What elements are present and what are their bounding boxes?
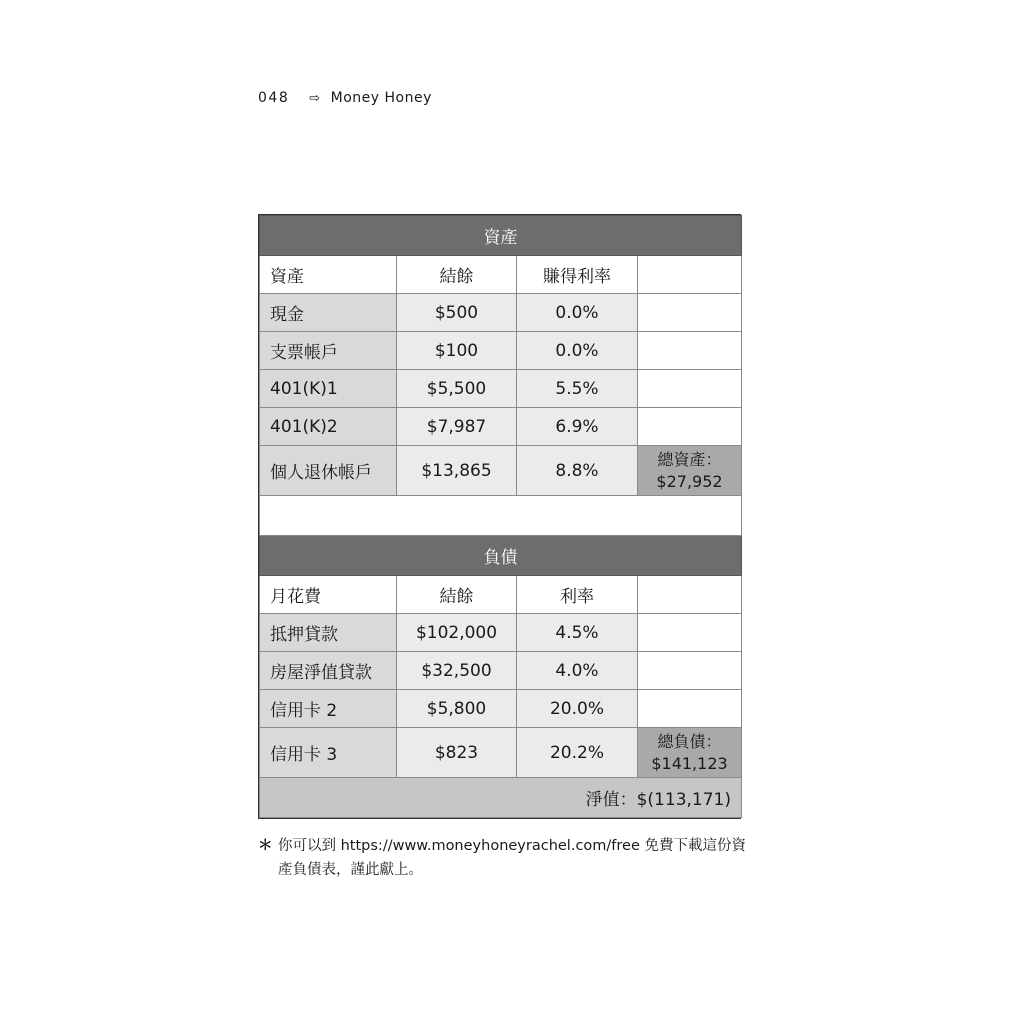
net-worth: 淨值：$(113,171)	[260, 778, 742, 818]
empty-cell	[638, 576, 742, 614]
total-liabilities-label: 總負債：	[657, 731, 722, 751]
liability-balance: $5,800	[397, 690, 517, 728]
column-header: 結餘	[397, 256, 517, 294]
table-row	[260, 370, 742, 408]
empty-cell	[638, 332, 742, 370]
asset-rate: 6.9%	[517, 408, 638, 446]
arrow-icon: ⇨	[309, 90, 321, 106]
asset-rate: 0.0%	[517, 332, 638, 370]
empty-cell	[638, 370, 742, 408]
asset-rate: 0.0%	[517, 294, 638, 332]
balance-sheet-table	[259, 215, 742, 818]
table-row	[260, 332, 742, 370]
asset-balance: $5,500	[397, 370, 517, 408]
column-header: 賺得利率	[517, 256, 638, 294]
liabilities-section-header	[260, 536, 742, 576]
table-row	[260, 408, 742, 446]
liability-rate: 4.0%	[517, 652, 638, 690]
footnote-text: 你可以到 https://www.moneyhoneyrachel.com/free 免費下載這份資產負債表，謹此獻上。	[278, 838, 746, 878]
liability-name: 信用卡 2	[260, 690, 397, 728]
total-assets-label: 總資產：	[657, 449, 722, 469]
book-title: Money Honey	[330, 90, 432, 106]
column-header: 月花費	[260, 576, 397, 614]
liability-balance: $102,000	[397, 614, 517, 652]
table-row	[260, 690, 742, 728]
section-spacer	[260, 496, 742, 536]
liabilities-column-headers	[260, 576, 742, 614]
table-row	[260, 728, 742, 778]
total-liabilities-cell	[638, 728, 742, 778]
asset-name: 401(K)2	[260, 408, 397, 446]
asset-balance: $7,987	[397, 408, 517, 446]
asset-name: 401(K)1	[260, 370, 397, 408]
assets-column-headers	[260, 256, 742, 294]
empty-cell	[638, 256, 742, 294]
asset-name: 個人退休帳戶	[260, 446, 397, 496]
asset-balance: $500	[397, 294, 517, 332]
empty-cell	[638, 294, 742, 332]
liability-name: 房屋淨值貸款	[260, 652, 397, 690]
empty-cell	[260, 496, 742, 536]
column-header: 資產	[260, 256, 397, 294]
liability-balance: $823	[397, 728, 517, 778]
column-header: 結餘	[397, 576, 517, 614]
assets-section-header	[260, 216, 742, 256]
empty-cell	[638, 408, 742, 446]
table-row	[260, 614, 742, 652]
liability-name: 抵押貸款	[260, 614, 397, 652]
asset-name: 現金	[260, 294, 397, 332]
page-number: 048	[258, 90, 290, 106]
asterisk-icon: ＊	[258, 838, 273, 854]
liability-name: 信用卡 3	[260, 728, 397, 778]
column-header: 利率	[517, 576, 638, 614]
table-row	[260, 652, 742, 690]
table-row	[260, 294, 742, 332]
liability-rate: 4.5%	[517, 614, 638, 652]
running-header	[258, 90, 432, 106]
assets-title: 資產	[260, 216, 742, 256]
liabilities-title: 負債	[260, 536, 742, 576]
total-liabilities-value: $141,123	[651, 753, 728, 773]
asset-rate: 5.5%	[517, 370, 638, 408]
asset-rate: 8.8%	[517, 446, 638, 496]
empty-cell	[638, 652, 742, 690]
liability-rate: 20.2%	[517, 728, 638, 778]
asset-balance: $13,865	[397, 446, 517, 496]
footnote	[258, 834, 748, 882]
liability-rate: 20.0%	[517, 690, 638, 728]
total-assets-value: $27,952	[656, 471, 723, 491]
table-row	[260, 446, 742, 496]
liability-balance: $32,500	[397, 652, 517, 690]
asset-balance: $100	[397, 332, 517, 370]
total-assets-cell	[638, 446, 742, 496]
net-worth-row	[260, 778, 742, 818]
asset-name: 支票帳戶	[260, 332, 397, 370]
empty-cell	[638, 614, 742, 652]
empty-cell	[638, 690, 742, 728]
balance-sheet	[258, 214, 741, 819]
